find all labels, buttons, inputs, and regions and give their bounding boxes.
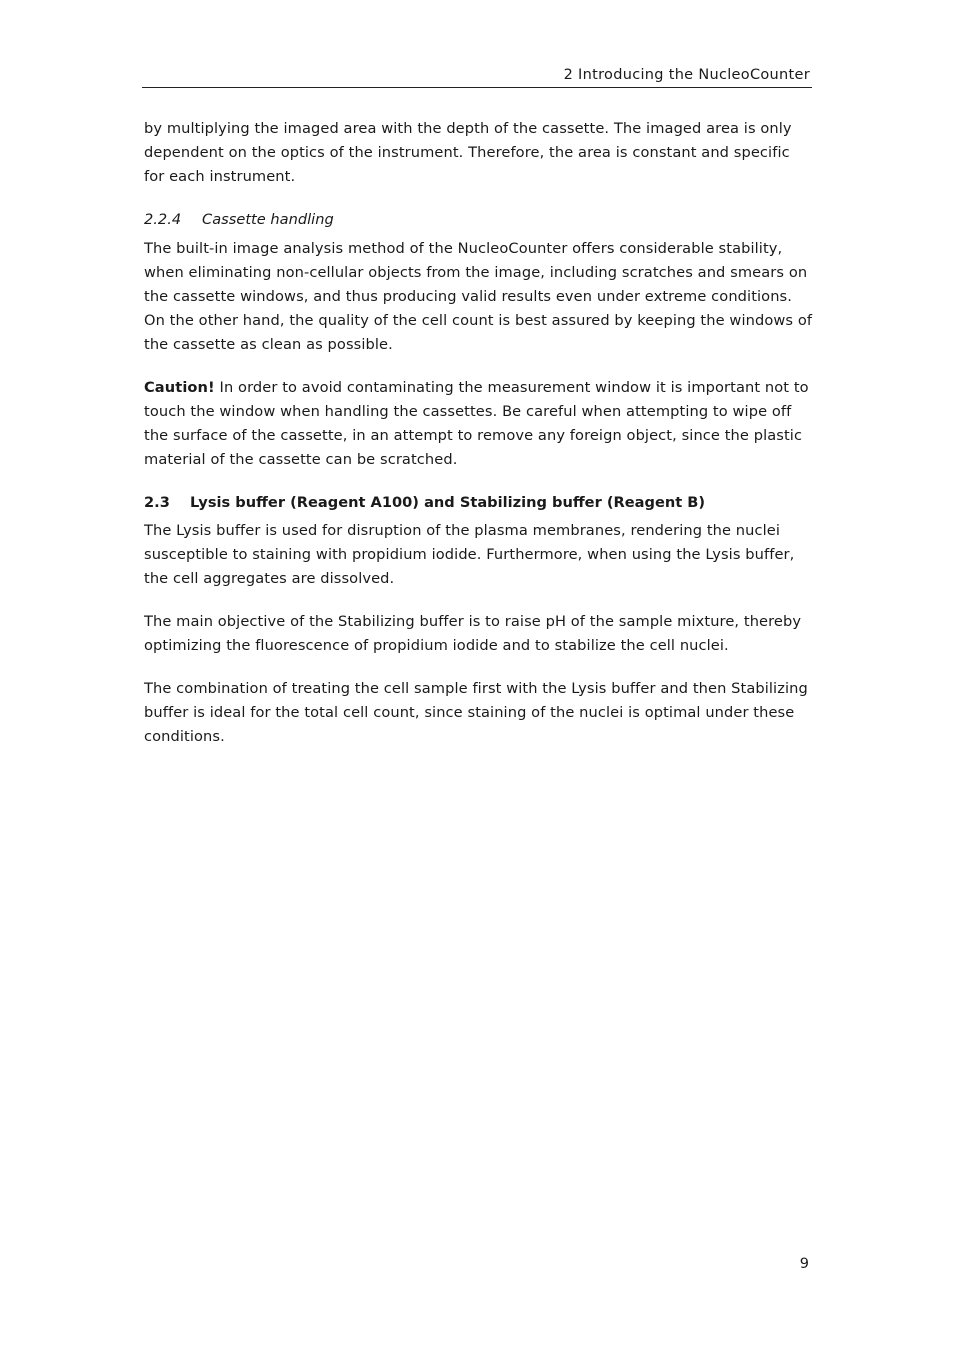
running-header bbox=[142, 66, 812, 88]
subsection-number: 2.2.4 bbox=[144, 211, 182, 228]
section-title: Lysis buffer (Reagent A100) and Stabilizing buffer (Reagent B) bbox=[190, 494, 706, 511]
subsection-heading bbox=[144, 208, 814, 232]
caution-paragraph bbox=[144, 376, 814, 472]
subsection-title: Cassette handling bbox=[202, 211, 334, 228]
section-heading bbox=[144, 491, 814, 515]
lysis-buffer-paragraph: The Lysis buffer is used for disruption of the plasma membranes, rendering the nuclei susceptible to staining with propidium iodide. Furthermore, when using the Lysis buffer, the cell aggregates are dissolved. bbox=[144, 522, 795, 587]
page-content bbox=[144, 117, 814, 749]
intro-paragraph: by multiplying the imaged area with the depth of the cassette. The imaged area is only dependent on the optics of the instrument. Therefore, the area is constant and specific for each instrument. bbox=[144, 120, 792, 185]
stabilizing-buffer-paragraph: The main objective of the Stabilizing buffer is to raise pH of the sample mixture, thereby optimizing the fluorescence of propidium iodide and to stabilize the cell nuclei. bbox=[144, 613, 802, 654]
caution-text: In order to avoid contaminating the measurement window it is important not to touch the window when handling the cassettes. Be careful when attempting to wipe off the surface of the cassette, in an attempt to remove any foreign object, since the plastic material of the cassette can be scratched. bbox=[144, 379, 809, 468]
caution-label: Caution! bbox=[144, 379, 215, 396]
cassette-handling-paragraph: The built-in image analysis method of the NucleoCounter offers considerable stability, when eliminating non-cellular objects from the image, including scratches and smears on the cassette windows, and thus producing valid results even under extreme conditions. On the other hand, the quality of the cell count is best assured by keeping the windows of the cassette as clean as possible. bbox=[144, 240, 813, 353]
combination-paragraph: The combination of treating the cell sample first with the Lysis buffer and then Stabilizing buffer is ideal for the total cell count, since staining of the nuclei is optimal under these conditions. bbox=[144, 680, 808, 745]
section-number: 2.3 bbox=[144, 494, 170, 511]
running-header-title: 2 Introducing the NucleoCounter bbox=[563, 67, 810, 83]
page-number: 9 bbox=[799, 1256, 809, 1272]
